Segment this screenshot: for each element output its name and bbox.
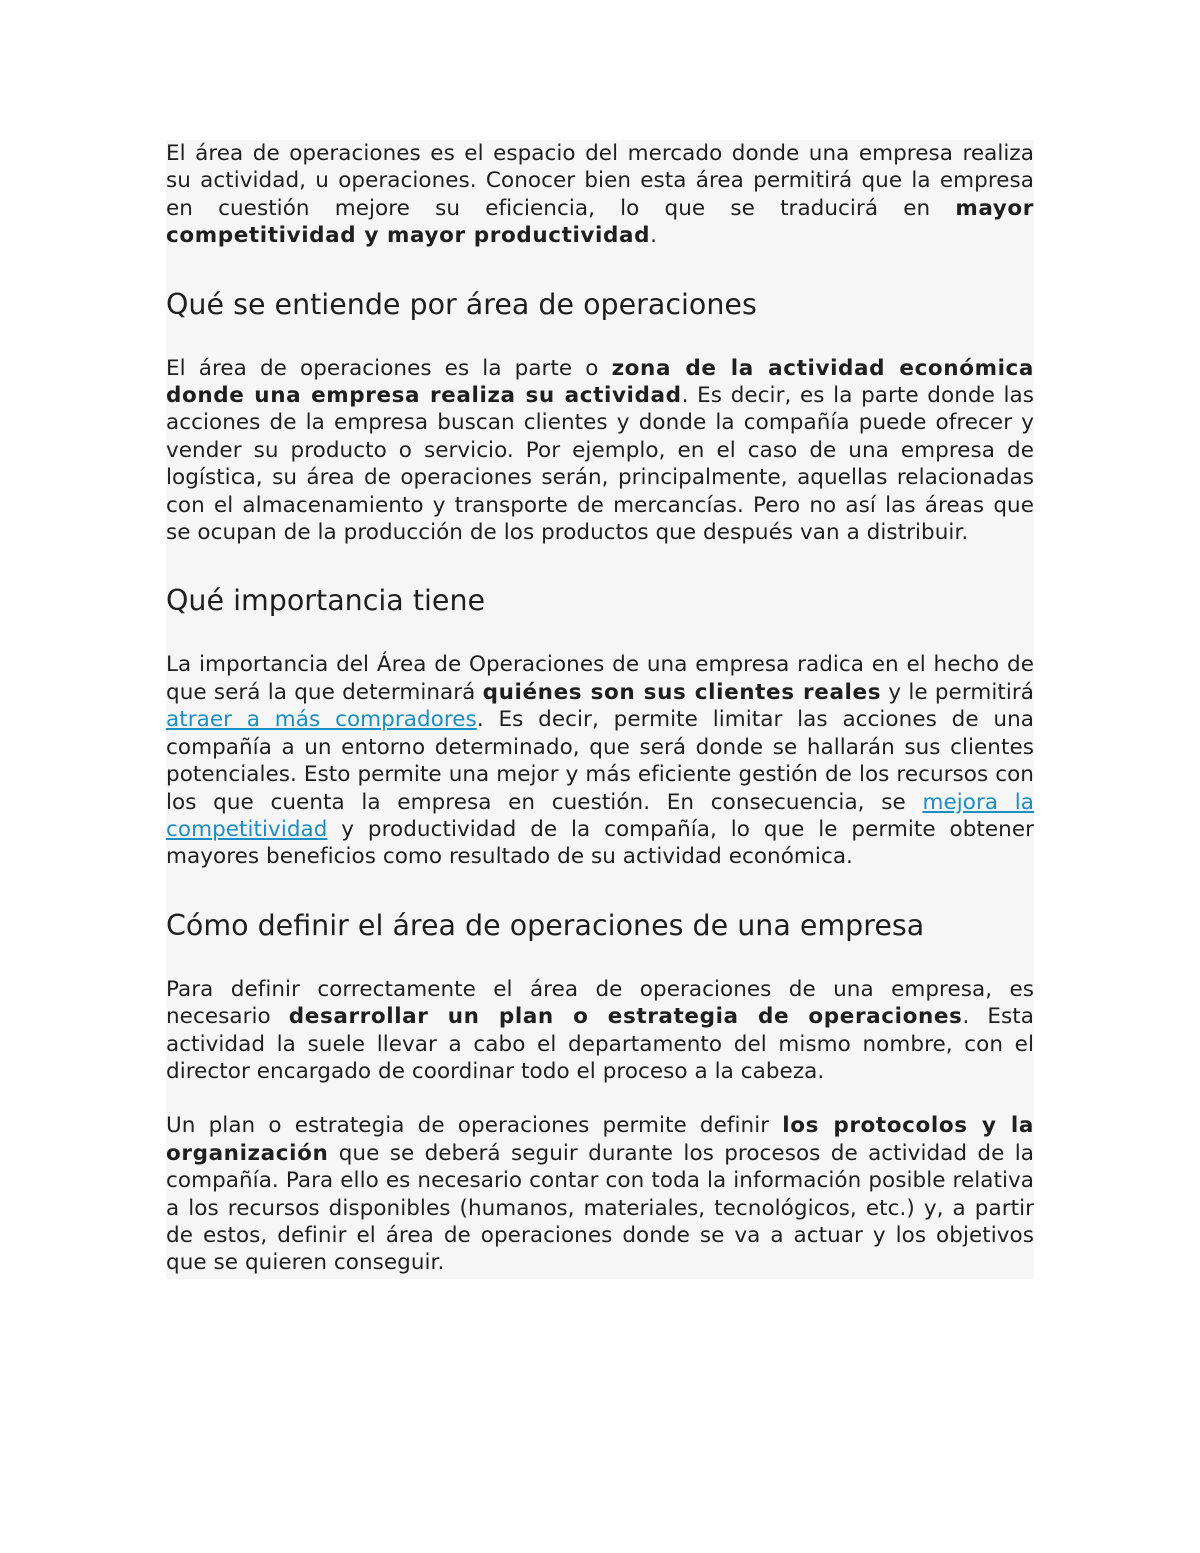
text-run: Un plan o estrategia de operaciones permite definir [166,1113,783,1139]
bold-text: mayor competitividad y mayor productividad [166,195,1034,249]
bold-text: quiénes son sus clientes reales [482,679,882,705]
paragraph-how-to-define [166,976,1034,1086]
text-run: . Es decir, permite limitar las acciones de una compañía a un entorno determinado, que será donde se hallarán sus clientes potenciales. Esto permite una mejor y más eficiente gestión de los recursos con los que cuenta la empresa en cuestión. En consecuencia, se [166,707,1034,815]
heading-definition: Qué se entiende por área de operaciones [166,287,757,321]
bold-text: zona de la actividad económica donde una empresa realiza su actividad [166,355,1035,409]
paragraph-importance [166,651,1034,870]
heading-importance: Qué importancia tiene [166,584,486,618]
text-run: que se deberá seguir durante los procesos de actividad de la compañía. Para ello es necesario contar con toda la información posible relativa a los recursos disponibles (humanos, materiales, tecnológicos, etc.) y, a partir de estos, definir el área de operaciones donde se va a actuar y los objetivos que se quieren conseguir. [166,1140,1034,1276]
text-run: El área de operaciones es la parte o [166,355,612,381]
text-run: y le permitirá [881,679,1034,705]
paragraph-plan [166,1112,1034,1276]
bold-text: desarrollar un plan o estrategia de operaciones [288,1004,963,1030]
link-mejora-competitividad[interactable]: mejora la competitividad [166,789,1034,842]
text-run: . [650,223,657,249]
text-run: . Esta actividad la suele llevar a cabo el departamento del mismo nombre, con el director encargado de coordinar todo el proceso a la cabeza. [166,1004,1034,1084]
paragraph-intro [166,140,1034,250]
text-run: Para definir correctamente el área de operaciones de una empresa, es necesario [166,976,1034,1030]
heading-how-to-define: Cómo definir el área de operaciones de una empresa [166,908,925,942]
text-run: . Es decir, es la parte donde las acciones de la empresa buscan clientes y donde la compañía puede ofrecer y vender su producto o servicio. Por ejemplo, en el caso de una empresa de logística, su área de operaciones serán, principalmente, aquellas relacionadas con el almacenamiento y transporte de mercancías. Pero no así las áreas que se ocupan de la producción de los productos que después van a distribuir. [166,383,1034,546]
bold-text: los protocolos y la organización [166,1113,1034,1166]
text-run: La importancia del Área de Operaciones de una empresa radica en el hecho de que será la que determinará [166,652,1034,705]
document-body [166,140,1034,1279]
text-run: El área de operaciones es el espacio del mercado donde una empresa realiza su actividad, u operaciones. Conocer bien esta área permitirá que la empresa en cuestión mejore su eficiencia, lo que se traducirá en [166,141,1034,221]
link-atraer-compradores[interactable]: atraer a más compradores [166,707,477,733]
paragraph-definition [166,355,1034,547]
text-run: y productividad de la compañía, lo que le permite obtener mayores beneficios como resultado de su actividad económica. [166,816,1034,870]
